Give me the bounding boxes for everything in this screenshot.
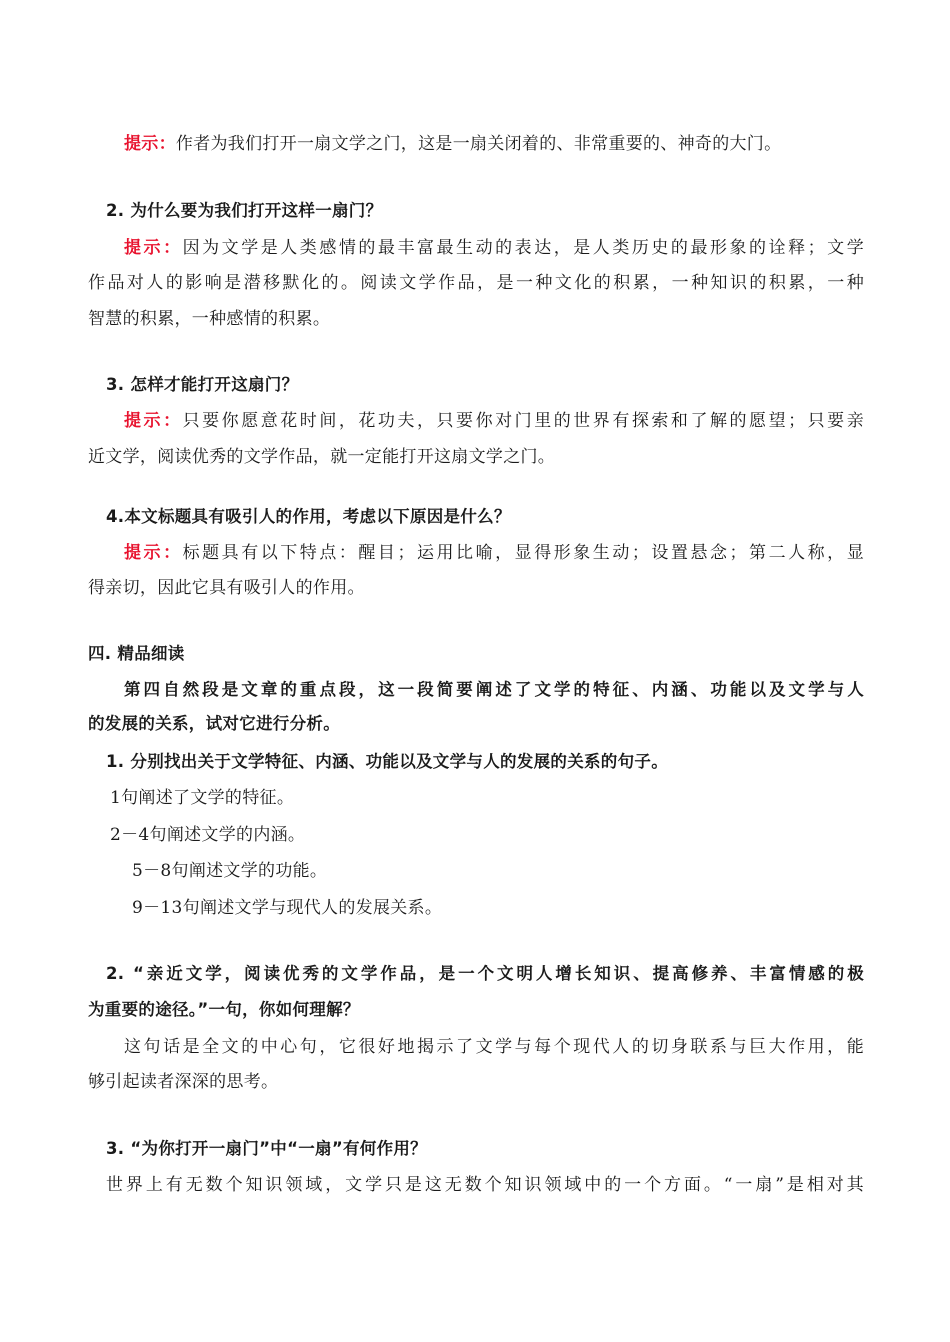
sub2-answer-line-2: 够引起读者深深的思考。 <box>88 1072 279 1092</box>
section-4-intro-line-1: 第四自然段是文章的重点段，这一段简要阐述了文学的特征、内涵、功能以及文学与人 <box>124 680 864 699</box>
sub1-item-2: 2－4句阐述文学的内涵。 <box>110 825 306 845</box>
question-3-title: 3. 怎样才能打开这扇门？ <box>106 375 299 394</box>
sub1-item-3: 5－8句阐述文学的功能。 <box>132 861 328 881</box>
question-4-title: 4.本文标题具有吸引人的作用，考虑以下原因是什么？ <box>106 507 511 526</box>
q2-hint-line-3: 智慧的积累，一种感情的积累。 <box>88 309 331 329</box>
q3-hint-text-1: 只要你愿意花时间，花功夫，只要你对门里的世界有探索和了解的愿望；只要亲 <box>182 411 865 431</box>
hint-label: 提示： <box>124 134 176 154</box>
q3-hint-line-2: 近文学，阅读优秀的文学作品，就一定能打开这扇文学之门。 <box>88 447 556 467</box>
section-4-heading: 四. 精品细读 <box>88 644 185 663</box>
q2-hint-text-1: 因为文学是人类感情的最丰富最生动的表达，是人类历史的最形象的诠释；文学 <box>182 238 865 258</box>
q4-hint-line-1 <box>124 541 864 565</box>
subquestion-3-title: 3. “为你打开一扇门”中“一扇”有何作用？ <box>106 1139 427 1158</box>
q1-hint-line <box>124 132 781 156</box>
subquestion-2-title-line-1: 2. “亲近文学，阅读优秀的文学作品，是一个文明人增长知识、提高修养、丰富情感的极 <box>106 964 864 983</box>
sub2-answer-line-1: 这句话是全文的中心句，它很好地揭示了文学与每个现代人的切身联系与巨大作用，能 <box>124 1037 864 1057</box>
hint-label: 提示： <box>124 543 183 563</box>
sub3-answer-line-1: 世界上有无数个知识领域，文学只是这无数个知识领域中的一个方面。“一扇”是相对其 <box>106 1175 864 1195</box>
hint-label: 提示： <box>124 411 183 431</box>
subquestion-2-title-line-2: 为重要的途径。”一句，你如何理解？ <box>88 1000 360 1019</box>
sub1-item-4: 9－13句阐述文学与现代人的发展关系。 <box>132 898 443 918</box>
question-2-title: 2. 为什么要为我们打开这样一扇门？ <box>106 201 383 220</box>
subquestion-1-title: 1. 分别找出关于文学特征、内涵、功能以及文学与人的发展的关系的句子。 <box>106 752 668 771</box>
q1-hint-text: 作者为我们打开一扇文学之门，这是一扇关闭着的、非常重要的、神奇的大门。 <box>175 134 782 154</box>
q2-hint-line-1 <box>124 236 864 260</box>
sub1-item-1: 1句阐述了文学的特征。 <box>110 788 295 808</box>
q4-hint-text-1: 标题具有以下特点：醒目；运用比喻，显得形象生动；设置悬念；第二人称，显 <box>182 543 865 563</box>
q4-hint-line-2: 得亲切，因此它具有吸引人的作用。 <box>88 578 365 598</box>
hint-label: 提示： <box>124 238 183 258</box>
q3-hint-line-1 <box>124 409 864 433</box>
q2-hint-line-2: 作品对人的影响是潜移默化的。阅读文学作品，是一种文化的积累，一种知识的积累，一种 <box>88 273 864 293</box>
section-4-intro-line-2: 的发展的关系，试对它进行分析。 <box>88 714 340 733</box>
